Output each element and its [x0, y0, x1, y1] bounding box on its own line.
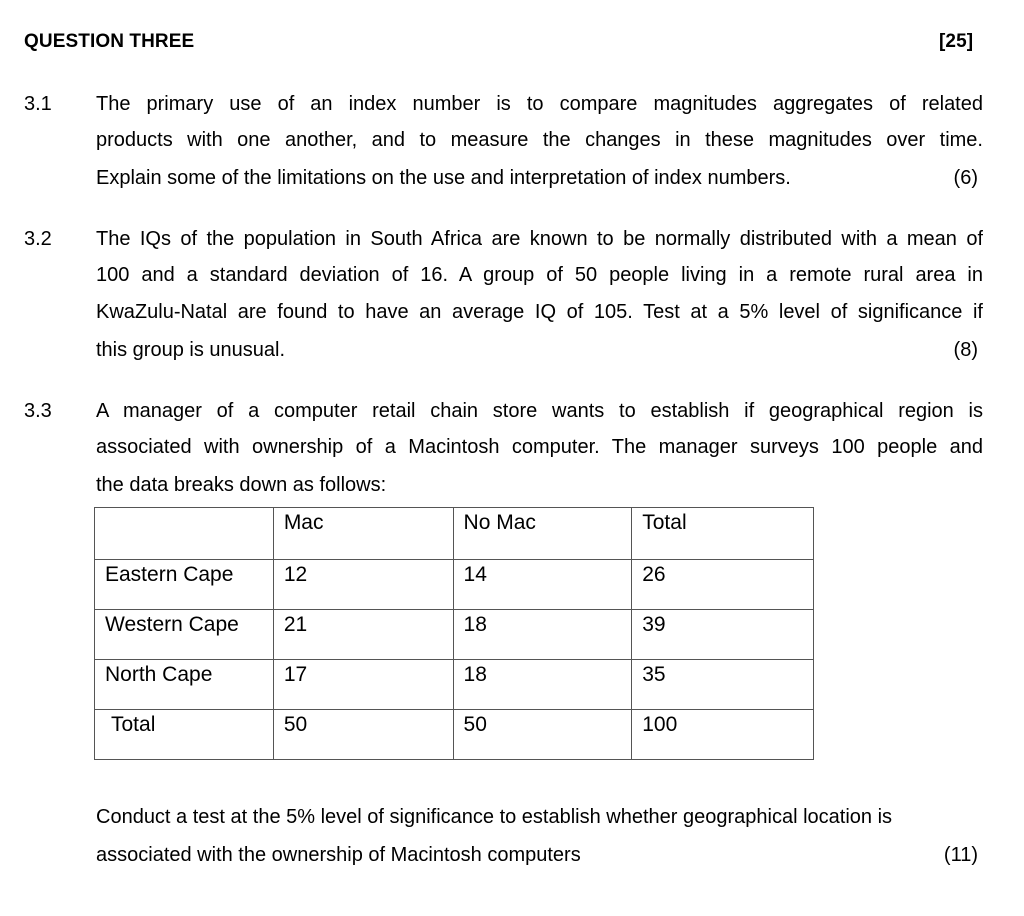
question-text-line: associated with ownership of a Macintosh computer. The manager surveys 100 people and — [96, 436, 983, 458]
table-total-row — [95, 710, 814, 760]
table-header-cell: No Mac — [453, 508, 632, 560]
table-row-label: Total — [95, 710, 274, 760]
question-number: 3.2 — [24, 228, 52, 250]
question-text-line: 100 and a standard deviation of 16. A group of 50 people living in a remote rural area in — [96, 264, 983, 286]
question-total-marks: [25] — [939, 31, 974, 52]
question-text-line: The primary use of an index number is to compare magnitudes aggregates of related — [96, 93, 983, 115]
table-row-label: North Cape — [95, 660, 274, 710]
table-row-label: Eastern Cape — [95, 560, 274, 610]
table-cell: 26 — [632, 560, 814, 610]
table-cell: 18 — [453, 660, 632, 710]
question-text-line: A manager of a computer retail chain store wants to establish if geographical region is — [96, 400, 983, 422]
table-cell: 17 — [273, 660, 453, 710]
table-cell: 100 — [632, 710, 814, 760]
contingency-table — [94, 507, 814, 760]
question-text-line: The IQs of the population in South Africa are known to be normally distributed with a mean of — [96, 228, 983, 250]
table-cell: 39 — [632, 610, 814, 660]
table-header-cell — [95, 508, 274, 560]
table-cell: 14 — [453, 560, 632, 610]
table-row — [95, 660, 814, 710]
question-marks: (8) — [953, 339, 978, 361]
question-text-line: the data breaks down as follows: — [96, 474, 387, 496]
question-marks: (11) — [943, 844, 978, 866]
table-row — [95, 610, 814, 660]
table-header-row — [95, 508, 814, 560]
question-text-line: Explain some of the limitations on the use and interpretation of index numbers. — [96, 167, 791, 189]
table-row-label: Western Cape — [95, 610, 274, 660]
question-text-line: products with one another, and to measure the changes in these magnitudes over time. — [96, 129, 983, 151]
question-title: QUESTION THREE — [24, 31, 195, 52]
question-marks: (6) — [953, 167, 978, 189]
question-text-line: KwaZulu-Natal are found to have an average IQ of 105. Test at a 5% level of significance if — [96, 301, 983, 323]
table-cell: 18 — [453, 610, 632, 660]
question-number: 3.1 — [24, 93, 52, 115]
table-cell: 50 — [273, 710, 453, 760]
table-cell: 50 — [453, 710, 632, 760]
table-cell: 35 — [632, 660, 814, 710]
question-text-line: this group is unusual. — [96, 339, 286, 361]
table-header-cell: Total — [632, 508, 814, 560]
question-text-line: associated with the ownership of Macintosh computers — [96, 844, 581, 866]
question-text-line: Conduct a test at the 5% level of significance to establish whether geographical location is — [96, 806, 893, 828]
question-number: 3.3 — [24, 400, 52, 422]
table-cell: 21 — [273, 610, 453, 660]
table-header-cell: Mac — [273, 508, 453, 560]
table-cell: 12 — [273, 560, 453, 610]
table-row — [95, 560, 814, 610]
